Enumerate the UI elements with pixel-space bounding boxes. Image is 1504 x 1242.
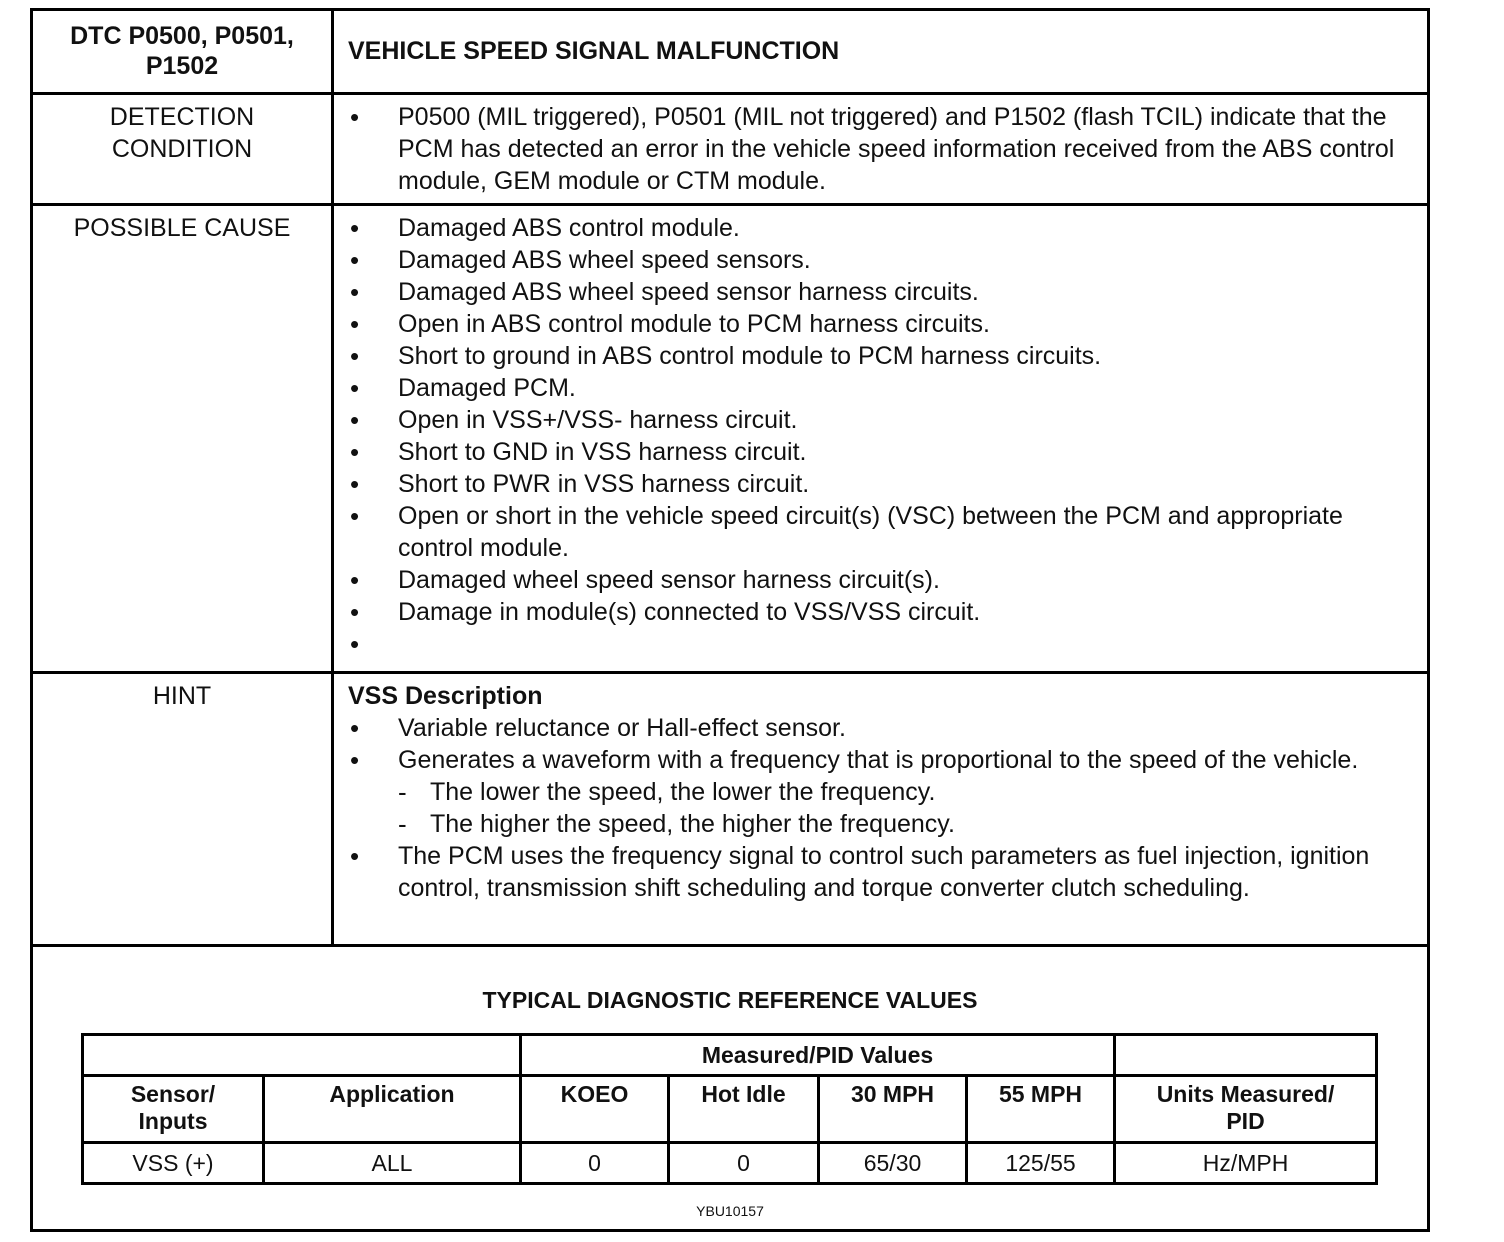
figure-id: YBU10157 — [696, 1203, 764, 1219]
possible-cause-label: POSSIBLE CAUSE — [33, 204, 333, 672]
detection-label — [33, 93, 333, 204]
hint-item-text: Generates a waveform with a frequency that is proportional to the speed of the vehicle. — [398, 745, 1359, 774]
measured-pid-header: Measured/PID Values — [521, 1035, 1115, 1076]
list-item: • Damage in module(s) connected to VSS/VSS circuit. — [348, 596, 1417, 628]
possible-cause-list — [348, 212, 1417, 660]
hint-item-text: Variable reluctance or Hall-effect sensor. — [398, 713, 846, 742]
hot-idle-header: Hot Idle — [669, 1076, 819, 1143]
possible-cause-content — [333, 204, 1428, 672]
dtc-code-label: DTC P0500, P0501, P1502 — [33, 11, 333, 93]
hint-content — [333, 672, 1428, 945]
list-item: • Open or short in the vehicle speed circuit(s) (VSC) between the PCM and appropriate control module. — [348, 500, 1417, 564]
hint-sub-list — [398, 776, 1417, 840]
list-item: • Short to ground in ABS control module to PCM harness circuits. — [348, 340, 1417, 372]
sensor-header — [83, 1076, 264, 1143]
mph30-cell: 65/30 — [819, 1143, 967, 1184]
detection-list — [348, 101, 1417, 197]
koeo-cell: 0 — [521, 1143, 669, 1184]
list-item — [348, 744, 1417, 840]
hint-row — [33, 672, 1427, 945]
hint-title: VSS Description — [348, 681, 543, 710]
mph55-cell: 125/55 — [967, 1143, 1115, 1184]
list-item — [348, 712, 1417, 744]
application-header: Application — [264, 1076, 521, 1143]
list-item: • Open in VSS+/VSS- harness circuit. — [348, 404, 1417, 436]
units-cell: Hz/MPH — [1115, 1143, 1377, 1184]
list-item: • Damaged PCM. — [348, 372, 1417, 404]
mph30-header: 30 MPH — [819, 1076, 967, 1143]
blank-header-cell — [83, 1035, 521, 1076]
mph55-header: 55 MPH — [967, 1076, 1115, 1143]
dtc-main-table — [33, 11, 1427, 947]
list-item — [348, 840, 1417, 904]
hint-list — [348, 712, 1417, 904]
page-title: VEHICLE SPEED SIGNAL MALFUNCTION — [333, 11, 1428, 93]
hint-item-text: The PCM uses the frequency signal to control such parameters as fuel injection, ignition control, transmission shift scheduling and torque converter clutch scheduling. — [398, 841, 1370, 902]
list-item: • Short to PWR in VSS harness circuit. — [348, 468, 1417, 500]
list-item: • Damaged ABS wheel speed sensors. — [348, 244, 1417, 276]
detection-content — [333, 93, 1428, 204]
header-row — [33, 11, 1427, 93]
table-row — [83, 1143, 1377, 1184]
hot-idle-cell: 0 — [669, 1143, 819, 1184]
list-item: • Open in ABS control module to PCM harness circuits. — [348, 308, 1417, 340]
list-item: • Damaged ABS control module. — [348, 212, 1417, 244]
koeo-header: KOEO — [521, 1076, 669, 1143]
detection-row — [33, 93, 1427, 204]
reference-values-title: TYPICAL DIAGNOSTIC REFERENCE VALUES — [482, 987, 978, 1013]
possible-cause-row — [33, 204, 1427, 672]
sensor-cell: VSS (+) — [83, 1143, 264, 1184]
list-item-empty — [348, 628, 1417, 660]
blank-header-cell — [1115, 1035, 1377, 1076]
hint-label: HINT — [33, 672, 333, 945]
list-item: • Short to GND in VSS harness circuit. — [348, 436, 1417, 468]
detection-label-text: DETECTION CONDITION — [109, 102, 255, 163]
units-header — [1115, 1076, 1377, 1143]
sub-list-item: - The lower the speed, the lower the frequency. — [398, 776, 1417, 808]
list-item: • Damaged wheel speed sensor harness circuit(s). — [348, 564, 1417, 596]
sub-list-item: - The higher the speed, the higher the frequency. — [398, 808, 1417, 840]
table-header-row — [83, 1035, 1377, 1076]
sensor-header-text: Sensor/ Inputs — [130, 1081, 216, 1134]
table-header-row — [83, 1076, 1377, 1143]
list-item: • Damaged ABS wheel speed sensor harness circuits. — [348, 276, 1417, 308]
units-header-text: Units Measured/ PID — [1156, 1081, 1335, 1134]
application-cell: ALL — [264, 1143, 521, 1184]
reference-values-table — [81, 1033, 1378, 1185]
list-item: • P0500 (MIL triggered), P0501 (MIL not triggered) and P1502 (flash TCIL) indicate that the PCM has detected an error in the vehicle speed information received from the ABS control module, GEM module or CTM module. — [348, 101, 1417, 197]
dtc-sheet — [30, 8, 1430, 1232]
